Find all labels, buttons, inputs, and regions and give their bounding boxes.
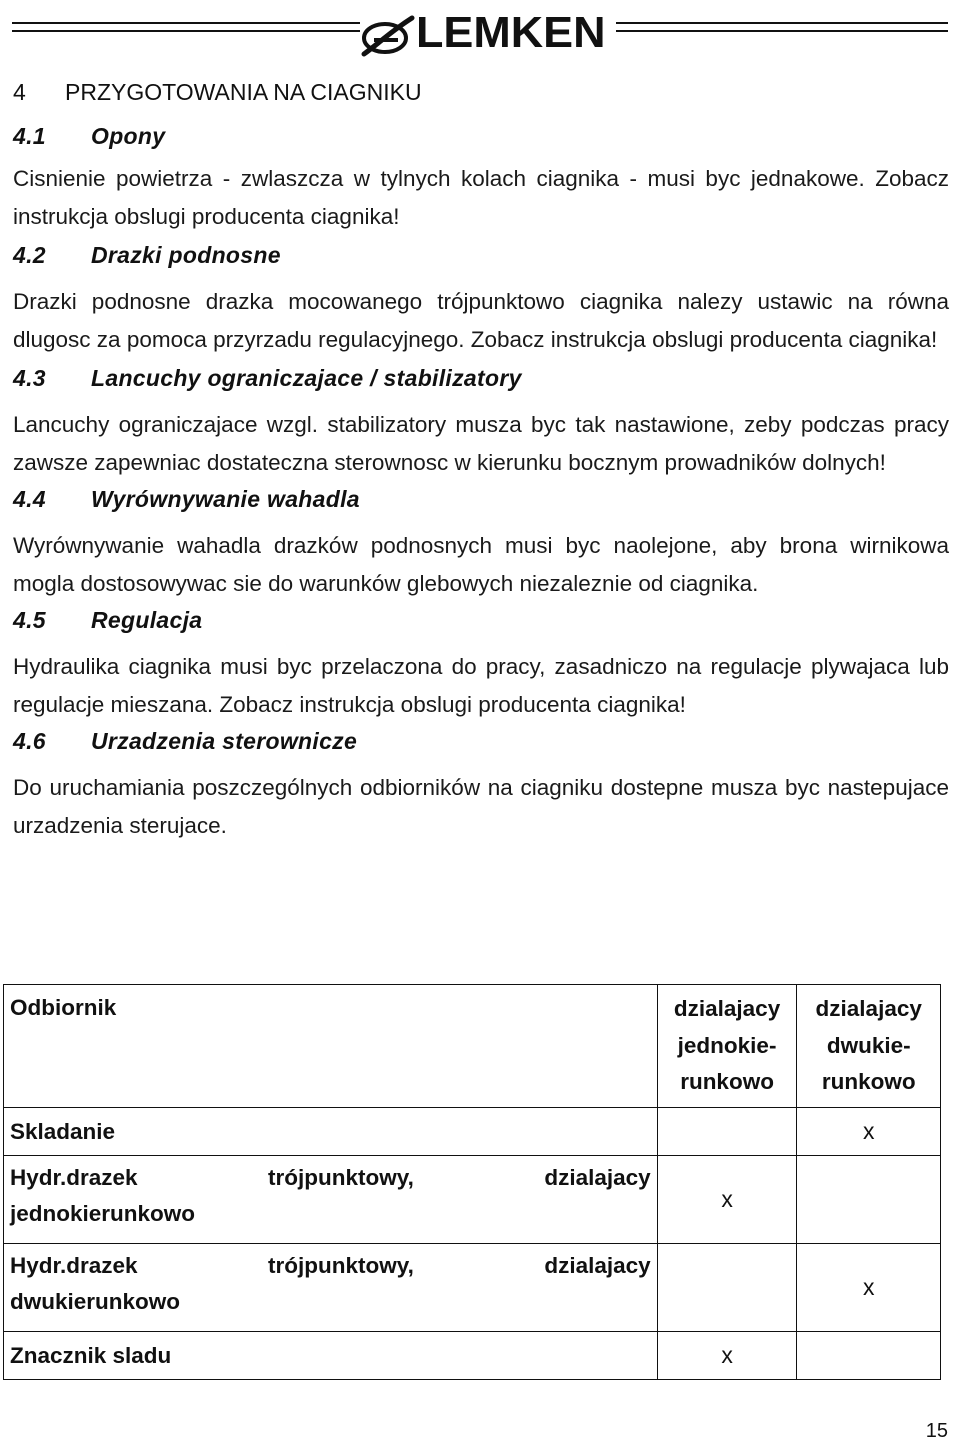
double-acting-cell: x (797, 1244, 941, 1332)
single-acting-cell: x (657, 1156, 797, 1244)
table-row (4, 1156, 941, 1244)
table-row (4, 1108, 941, 1156)
paragraph-4-5: Hydraulika ciagnika musi byc przelaczona do pracy, zasadniczo na regulacje plywajaca lub regulacje mieszana. Zobacz instrukcja obslugi producenta ciagnika! (13, 654, 949, 717)
logo-text: LEMKEN (416, 8, 606, 57)
section-heading (13, 74, 949, 110)
label-part: dzialajacy (544, 1253, 651, 1278)
row-label: Skladanie (4, 1108, 658, 1156)
double-acting-cell: x (797, 1108, 941, 1156)
subsection-title: Lancuchy ograniczajace / stabilizatory (91, 365, 522, 391)
table-header-double-acting (797, 985, 941, 1108)
page-number: 15 (925, 1420, 948, 1442)
label-part: Hydr.drazek (10, 1165, 138, 1190)
double-acting-cell (797, 1156, 941, 1244)
paragraph-4-1: Cisnienie powietrza - zwlaszcza w tylnych kolach ciagnika - musi byc jednakowe. Zobacz instrukcja obslugi producenta ciagnika! (13, 166, 949, 229)
paragraph-4-6: Do uruchamiania poszczególnych odbiorników na ciagniku dostepne musza byc nastepujace urzadzenia sterujace. (13, 775, 949, 838)
paragraph-4-4: Wyrównywanie wahadla drazków podnosnych musi byc naolejone, aby brona wirnikowa mogla dostosowywac sie do warunków glebowych niezaleznie od ciagnika. (13, 533, 949, 596)
lemken-logo-icon (360, 14, 416, 58)
subsection-number: 4.6 (13, 728, 46, 754)
control-devices-table (3, 984, 941, 1380)
single-acting-cell (657, 1244, 797, 1332)
label-part: dzialajacy (544, 1165, 651, 1190)
header-line: runkowo (821, 1069, 916, 1094)
table-header-single-acting (657, 985, 797, 1108)
row-label-line2: dwukierunkowo (10, 1289, 181, 1314)
row-label (4, 1244, 658, 1332)
section-title: PRZYGOTOWANIA NA CIAGNIKU (65, 79, 422, 105)
subsection-heading-4-2 (13, 237, 949, 273)
header-line: dzialajacy (815, 996, 922, 1021)
subsection-number: 4.5 (13, 607, 46, 633)
subsection-heading-4-4 (13, 481, 949, 517)
subsection-heading-4-3 (13, 360, 949, 396)
subsection-title: Drazki podnosne (91, 242, 281, 268)
subsection-title: Urzadzenia sterownicze (91, 728, 358, 754)
header-line: dzialajacy (673, 996, 781, 1021)
subsection-heading-4-5 (13, 602, 949, 638)
lemken-logo (360, 10, 616, 60)
header-line: runkowo (680, 1069, 774, 1094)
single-acting-cell (657, 1108, 797, 1156)
row-label (4, 1156, 658, 1244)
subsection-title: Wyrównywanie wahadla (91, 486, 360, 512)
table-header-row (4, 985, 941, 1108)
table-row (4, 1332, 941, 1380)
subsection-heading-4-1 (13, 118, 949, 154)
section-number: 4 (13, 79, 26, 105)
table-row (4, 1244, 941, 1332)
row-label-line2: jednokierunkowo (10, 1201, 196, 1226)
subsection-title: Regulacja (91, 607, 203, 633)
paragraph-4-3: Lancuchy ograniczajace wzgl. stabilizatory musza byc tak nastawione, zeby podczas pracy zawsze zapewniac dostateczna sterownosc w kierunku bocznym prowadników dolnych! (13, 412, 949, 475)
document-body (13, 74, 949, 844)
label-part: trójpunktowy, (268, 1253, 414, 1278)
row-label-line1 (10, 1160, 651, 1196)
subsection-number: 4.3 (13, 365, 46, 391)
subsection-heading-4-6 (13, 723, 949, 759)
header-line: jednokie- (677, 1032, 777, 1058)
subsection-number: 4.1 (13, 123, 46, 149)
paragraph-4-2: Drazki podnosne drazka mocowanego trójpunktowo ciagnika nalezy ustawic na równa dlugosc za pomoca przyrzadu regulacyjnego. Zobacz instrukcja obslugi producenta ciagnika! (13, 289, 949, 352)
header-line: dwukie- (826, 1032, 911, 1058)
subsection-number: 4.2 (13, 242, 46, 268)
row-label: Znacznik sladu (4, 1332, 658, 1380)
subsection-title: Opony (91, 123, 166, 149)
label-part: Hydr.drazek (10, 1253, 138, 1278)
page-header (0, 0, 960, 64)
subsection-number: 4.4 (13, 486, 46, 512)
row-label-line1 (10, 1248, 651, 1284)
single-acting-cell: x (657, 1332, 797, 1380)
label-part: trójpunktowy, (268, 1165, 414, 1190)
double-acting-cell (797, 1332, 941, 1380)
table-header-odbiornik: Odbiornik (4, 985, 658, 1108)
